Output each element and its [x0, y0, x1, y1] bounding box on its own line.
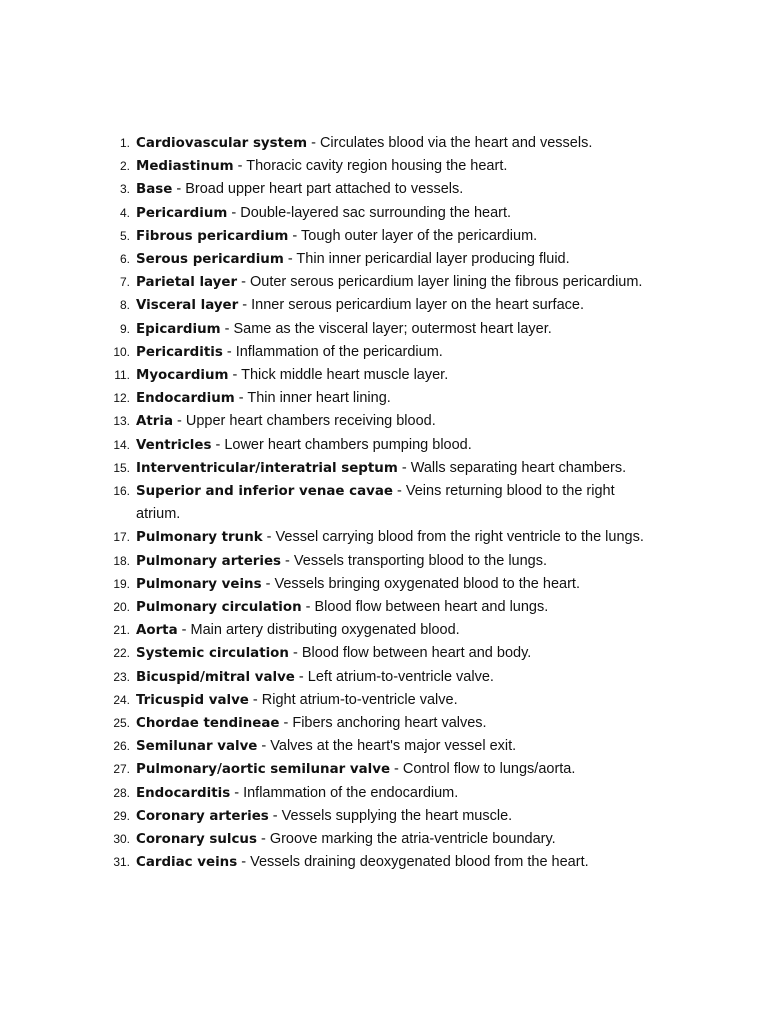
term-name: Semilunar valve: [136, 739, 258, 755]
item-body: [136, 132, 660, 155]
term-separator: -: [268, 807, 282, 824]
item-number: 2.: [119, 159, 130, 174]
term-separator: -: [257, 738, 271, 755]
item-body: [136, 596, 660, 619]
glossary-item: [100, 318, 660, 341]
item-number: 10.: [113, 344, 130, 359]
term-name: Superior and inferior venae cavae: [136, 484, 393, 500]
glossary-item: [100, 341, 660, 364]
term-definition: Thin inner heart lining.: [247, 390, 391, 407]
term-name: Endocardium: [136, 391, 235, 407]
item-body: [136, 318, 660, 341]
glossary-item: [100, 248, 660, 271]
item-number: 30.: [113, 832, 130, 847]
term-definition: Outer serous pericardium layer lining the fibrous pericardium.: [249, 274, 643, 291]
term-definition: Thick middle heart muscle layer.: [241, 367, 449, 384]
term-separator: -: [294, 668, 308, 685]
item-body: [136, 271, 660, 294]
item-number: 26.: [113, 739, 130, 754]
item-number: 25.: [113, 716, 130, 731]
term-name: Fibrous pericardium: [136, 228, 289, 244]
item-body: [136, 805, 660, 828]
item-number: 18.: [113, 553, 130, 568]
glossary-item: [100, 805, 660, 828]
term-name: Pulmonary veins: [136, 576, 262, 592]
item-body: [136, 689, 660, 712]
term-separator: -: [173, 413, 186, 430]
item-number: 28.: [113, 785, 130, 800]
term-definition: Blood flow between heart and body.: [301, 645, 532, 662]
glossary-item: [100, 364, 660, 387]
term-definition: Vessels draining deoxygenated blood from the heart.: [250, 854, 589, 871]
term-definition: Vessel carrying blood from the right ventricle to the lungs.: [275, 529, 644, 546]
term-definition: Valves at the heart's major vessel exit.: [270, 738, 517, 755]
term-separator: -: [262, 529, 276, 546]
glossary-item: [100, 828, 660, 851]
term-name: Pulmonary circulation: [136, 600, 302, 616]
glossary-item: [100, 550, 660, 573]
item-number: 9.: [119, 321, 130, 336]
glossary-item: [100, 596, 660, 619]
term-name: Interventricular/interatrial septum: [136, 460, 398, 476]
item-number: 3.: [119, 182, 130, 197]
item-body: [136, 387, 660, 410]
item-number: 4.: [119, 205, 130, 220]
glossary-item: [100, 434, 660, 457]
item-number: 8.: [119, 298, 130, 313]
term-definition: Left atrium-to-ventricle valve.: [307, 668, 494, 685]
glossary-item: [100, 225, 660, 248]
item-number: 7.: [119, 275, 130, 290]
glossary-item: [100, 712, 660, 735]
glossary-item: [100, 271, 660, 294]
term-definition: Veins returning blood to the right atrium.: [136, 483, 615, 523]
term-separator: -: [248, 691, 262, 708]
term-definition: Blood flow between heart and lungs.: [314, 599, 549, 616]
term-definition: Right atrium-to-ventricle valve.: [261, 691, 458, 708]
term-name: Base: [136, 182, 173, 198]
term-name: Pulmonary trunk: [136, 530, 263, 546]
item-body: [136, 155, 660, 178]
item-body: [136, 828, 660, 851]
term-separator: -: [233, 158, 247, 175]
glossary-item: [100, 573, 660, 596]
term-name: Pulmonary arteries: [136, 553, 282, 569]
item-body: [136, 712, 660, 735]
item-number: 14.: [113, 437, 130, 452]
term-separator: -: [390, 761, 403, 778]
term-definition: Groove marking the atria-ventricle boundary.: [269, 831, 556, 848]
term-definition: Vessels transporting blood to the lungs.: [293, 552, 548, 569]
term-separator: -: [177, 622, 191, 639]
glossary-item: [100, 202, 660, 225]
glossary-item: [100, 642, 660, 665]
glossary-item: [100, 689, 660, 712]
term-name: Chordae tendineae: [136, 716, 280, 732]
glossary-item: [100, 132, 660, 155]
term-separator: -: [288, 645, 302, 662]
term-separator: -: [283, 251, 297, 268]
glossary-item: [100, 155, 660, 178]
term-definition: Same as the visceral layer; outermost heart layer.: [233, 320, 552, 337]
item-body: [136, 735, 660, 758]
term-separator: -: [230, 784, 244, 801]
term-definition: Thoracic cavity region housing the heart.: [246, 158, 508, 175]
item-number: 24.: [113, 692, 130, 707]
item-number: 6.: [119, 252, 130, 267]
term-definition: Lower heart chambers pumping blood.: [224, 436, 472, 453]
term-definition: Vessels bringing oxygenated blood to the heart.: [274, 575, 580, 592]
item-body: [136, 202, 660, 225]
item-body: [136, 294, 660, 317]
term-name: Ventricles: [136, 437, 212, 453]
term-name: Visceral layer: [136, 298, 239, 314]
term-name: Myocardium: [136, 368, 229, 384]
term-definition: Vessels supplying the heart muscle.: [281, 807, 513, 824]
item-number: 5.: [119, 228, 130, 243]
term-separator: -: [238, 297, 252, 314]
item-body: [136, 410, 660, 433]
glossary-item: [100, 480, 660, 526]
item-number: 22.: [113, 646, 130, 661]
term-name: Mediastinum: [136, 159, 234, 175]
item-number: 23.: [113, 669, 130, 684]
term-name: Pulmonary/aortic semilunar valve: [136, 762, 391, 778]
term-separator: -: [211, 436, 225, 453]
item-body: [136, 851, 660, 874]
term-name: Atria: [136, 414, 173, 430]
glossary-item: [100, 782, 660, 805]
item-body: [136, 550, 660, 573]
term-name: Tricuspid valve: [136, 692, 249, 708]
term-separator: -: [281, 552, 294, 569]
glossary-item: [100, 735, 660, 758]
term-separator: -: [307, 135, 320, 151]
term-definition: Control flow to lungs/aorta.: [402, 761, 576, 778]
term-name: Endocarditis: [136, 785, 231, 801]
term-separator: -: [261, 575, 275, 592]
item-number: 13.: [113, 414, 130, 429]
term-definition: Circulates blood via the heart and vessels.: [319, 135, 593, 151]
term-definition: Walls separating heart chambers.: [410, 459, 627, 476]
item-body: [136, 341, 660, 364]
term-definition: Thin inner pericardial layer producing fluid.: [296, 251, 570, 268]
item-body: [136, 225, 660, 248]
glossary-item: [100, 457, 660, 480]
term-separator: -: [227, 204, 241, 221]
item-body: [136, 619, 660, 642]
term-separator: -: [237, 274, 250, 291]
term-name: Bicuspid/mitral valve: [136, 669, 295, 685]
glossary-item: [100, 851, 660, 874]
term-separator: -: [222, 343, 236, 360]
glossary-item: [100, 619, 660, 642]
term-definition: Inflammation of the endocardium.: [243, 784, 459, 801]
term-separator: -: [279, 715, 293, 732]
item-number: 29.: [113, 808, 130, 823]
item-body: [136, 248, 660, 271]
item-body: [136, 364, 660, 387]
glossary-item: [100, 666, 660, 689]
item-body: [136, 434, 660, 457]
term-name: Coronary arteries: [136, 808, 269, 824]
term-separator: -: [237, 854, 251, 871]
item-number: 11.: [114, 368, 130, 383]
item-number: 1.: [119, 136, 130, 150]
term-definition: Tough outer layer of the pericardium.: [301, 227, 538, 244]
term-separator: -: [172, 181, 186, 198]
item-number: 15.: [113, 460, 130, 475]
item-number: 31.: [113, 855, 130, 870]
item-body: [136, 758, 660, 781]
term-name: Epicardium: [136, 321, 221, 337]
glossary-item: [100, 178, 660, 201]
term-definition: Inflammation of the pericardium.: [235, 343, 443, 360]
item-body: [136, 526, 660, 549]
term-name: Cardiac veins: [136, 855, 238, 871]
glossary-item: [100, 526, 660, 549]
item-body: [136, 480, 660, 526]
item-body: [136, 642, 660, 665]
item-number: 17.: [113, 530, 130, 545]
item-body: [136, 457, 660, 480]
item-body: [136, 782, 660, 805]
item-body: [136, 666, 660, 689]
item-number: 16.: [113, 484, 130, 499]
term-definition: Main artery distributing oxygenated blood.: [190, 622, 460, 639]
item-body: [136, 573, 660, 596]
item-number: 19.: [113, 576, 130, 591]
glossary-item: [100, 758, 660, 781]
term-separator: -: [256, 831, 270, 848]
glossary-item: [100, 387, 660, 410]
term-definition: Fibers anchoring heart valves.: [292, 715, 487, 732]
item-number: 21.: [113, 623, 130, 638]
term-name: Cardiovascular system: [136, 136, 308, 151]
term-definition: Broad upper heart part attached to vessels.: [185, 181, 464, 198]
term-name: Pericardium: [136, 205, 228, 221]
term-separator: -: [392, 483, 406, 500]
term-name: Pericarditis: [136, 344, 223, 360]
term-definition: Inner serous pericardium layer on the heart surface.: [251, 297, 584, 314]
item-body: [136, 178, 660, 201]
term-separator: -: [234, 390, 248, 407]
term-separator: -: [301, 599, 315, 616]
term-separator: -: [288, 227, 302, 244]
glossary-list: [100, 132, 660, 875]
term-separator: -: [228, 367, 242, 384]
glossary-item: [100, 294, 660, 317]
term-name: Serous pericardium: [136, 252, 284, 268]
item-number: 27.: [113, 762, 130, 777]
term-name: Systemic circulation: [136, 646, 289, 662]
term-separator: -: [397, 459, 411, 476]
item-number: 20.: [113, 600, 130, 615]
term-name: Aorta: [136, 623, 178, 639]
term-name: Parietal layer: [136, 275, 238, 291]
term-definition: Upper heart chambers receiving blood.: [185, 413, 436, 430]
item-number: 12.: [113, 391, 130, 406]
term-definition: Double-layered sac surrounding the heart.: [240, 204, 512, 221]
glossary-item: [100, 410, 660, 433]
term-separator: -: [220, 320, 234, 337]
term-name: Coronary sulcus: [136, 832, 257, 848]
